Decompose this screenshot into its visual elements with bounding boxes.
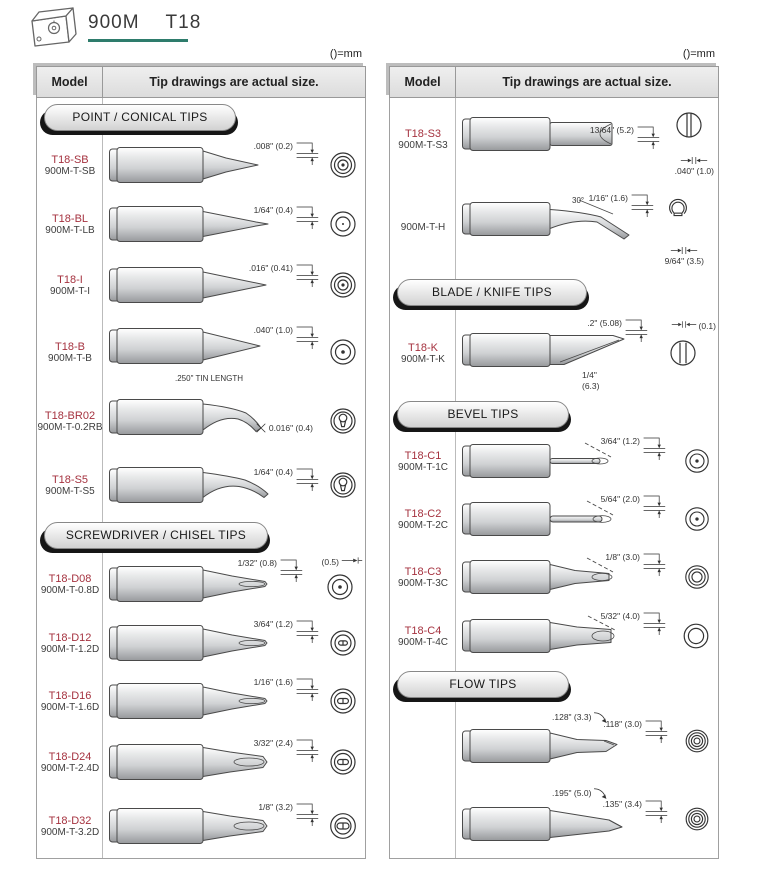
model-code: 900M-T-I xyxy=(49,285,90,297)
dimension-text: 1/8" (3.2) xyxy=(258,802,293,812)
model-name: T18-D24 xyxy=(48,750,92,763)
model-code: 900M-T-2C xyxy=(397,519,448,531)
left-table-body xyxy=(36,98,366,859)
arrow-icon xyxy=(341,556,363,565)
model-code: 900M-T-B xyxy=(48,352,92,364)
tip-drawing xyxy=(108,202,278,246)
cross-mark-icon xyxy=(255,422,267,434)
dimension xyxy=(601,493,666,519)
dimension-text: .135" (3.4) xyxy=(602,799,642,809)
model-code: 900M-T-3C xyxy=(397,577,448,589)
dimension-text: 9/64" (3.5) xyxy=(664,256,704,266)
model-code: 900M-T-S3 xyxy=(398,139,448,151)
dimension-arrows-icon xyxy=(642,610,666,636)
model-name: T18-D16 xyxy=(48,689,92,702)
dimension xyxy=(254,676,319,702)
table-row xyxy=(390,432,718,490)
dimension-secondary xyxy=(322,556,363,567)
section-point-conical xyxy=(37,98,365,136)
model-name: T18-D12 xyxy=(48,631,92,644)
dimension-text: 1/4" xyxy=(582,370,597,380)
angle-label: 30° xyxy=(572,196,585,205)
section-pill: POINT / CONICAL TIPS xyxy=(44,104,236,131)
dimension xyxy=(254,737,319,763)
dimension xyxy=(601,610,666,636)
soldering-station-icon xyxy=(26,6,82,50)
dimension-arrows-icon xyxy=(295,466,319,492)
model-name: T18-B xyxy=(55,340,85,353)
dimension-text: 1/32" (0.8) xyxy=(237,558,277,568)
cross-section-icon xyxy=(328,209,358,239)
model-code: 900M-T-0.8D xyxy=(40,584,100,596)
cross-section-icon xyxy=(328,747,358,777)
dimension xyxy=(587,317,648,343)
dimension-text: 3/32" (2.4) xyxy=(253,738,293,748)
model-column-header: Model xyxy=(390,67,456,97)
dimension xyxy=(552,711,609,725)
model-name: T18-C4 xyxy=(404,624,442,637)
section-pill: SCREWDRIVER / CHISEL TIPS xyxy=(44,522,268,549)
dimension-arrows-icon xyxy=(630,192,654,218)
model-code: 900M-T-1.2D xyxy=(40,643,100,655)
dimension-arrows-icon xyxy=(295,324,319,350)
table-row xyxy=(390,780,718,858)
cross-section-icon xyxy=(328,628,358,658)
cross-section-icon xyxy=(328,686,358,716)
pinch-arrows-icon xyxy=(680,156,708,165)
dimension-text: 3/64" (1.2) xyxy=(600,436,640,446)
page-title xyxy=(88,12,201,42)
tip-drawing xyxy=(108,395,278,439)
dimension xyxy=(601,435,666,461)
dimension-secondary xyxy=(603,798,668,824)
model-name: T18-I xyxy=(57,273,83,286)
cross-section-icon xyxy=(328,811,358,841)
dimension-text: (0.1) xyxy=(698,321,716,331)
section-pill: BLADE / KNIFE TIPS xyxy=(397,279,587,306)
dimension-text: .2" (5.08) xyxy=(587,318,622,328)
dimension-text: 1/16" (1.6) xyxy=(588,193,628,203)
cross-section-icon xyxy=(328,470,358,500)
cross-section-icon xyxy=(668,338,698,368)
cross-section-icon xyxy=(328,150,358,180)
model-code: 900M-T-1C xyxy=(397,461,448,473)
table-row xyxy=(390,490,718,548)
cross-section-icon xyxy=(328,270,358,300)
section-blade-knife xyxy=(390,274,718,310)
model-code: 900M-T-2.4D xyxy=(40,762,100,774)
dimension-text: .118" (3.0) xyxy=(603,719,642,729)
dimension-text: 5/32" (4.0) xyxy=(600,611,640,621)
dimension-text: 1/64" (0.4) xyxy=(253,467,293,477)
dimension xyxy=(552,787,609,801)
dimension-arrows-icon xyxy=(295,262,319,288)
dimension xyxy=(258,801,319,827)
dimension-arrows-icon xyxy=(295,204,319,230)
dimension-text: 3/64" (1.2) xyxy=(253,619,293,629)
table-row xyxy=(37,388,365,454)
model-name: T18-BL xyxy=(51,212,89,225)
dimension-text: 1/16" (1.6) xyxy=(253,677,293,687)
table-row xyxy=(390,180,718,274)
dimension xyxy=(254,466,319,492)
table-row xyxy=(37,136,365,194)
drawings-column-header: Tip drawings are actual size. xyxy=(149,75,319,89)
model-name: T18-C3 xyxy=(404,565,442,578)
dimension-text: 5/64" (2.0) xyxy=(600,494,640,504)
dimension-arrows-icon xyxy=(295,140,319,166)
model-code: 900M-T-SB xyxy=(44,165,96,177)
model-name: T18-SB xyxy=(51,153,89,166)
tin-length-note: .250" TIN LENGTH xyxy=(175,374,244,383)
model-name: T18-BR02 xyxy=(44,409,96,422)
dimension-text: (6.3) xyxy=(582,381,600,391)
drawings-column-header: Tip drawings are actual size. xyxy=(502,75,672,89)
tip-drawing xyxy=(108,740,278,784)
dimension-text: 0.016" (0.4) xyxy=(268,423,313,433)
section-flow xyxy=(390,666,718,702)
table-row xyxy=(390,310,718,396)
cross-section-icon xyxy=(664,194,692,222)
pinch-arrows-icon xyxy=(670,246,698,255)
dimension xyxy=(254,618,319,644)
table-row xyxy=(37,254,365,316)
pinch-arrows-icon xyxy=(671,320,697,329)
dimension-arrows-icon xyxy=(295,801,319,827)
dimension-text: (0.5) xyxy=(321,557,339,567)
table-row xyxy=(37,672,365,730)
dimension-text: .195" (5.0) xyxy=(552,788,592,798)
left-table-header xyxy=(36,66,366,98)
cross-section-icon xyxy=(681,621,711,651)
dimension-arrows-icon xyxy=(642,551,666,577)
dimension xyxy=(254,204,319,230)
model-name: T18-C1 xyxy=(404,449,442,462)
dimension-secondary xyxy=(671,320,716,331)
dimension-secondary xyxy=(665,246,704,266)
dimension-arrows-icon xyxy=(279,557,303,583)
table-row xyxy=(37,194,365,254)
dimension-text: .016" (0.41) xyxy=(248,263,293,273)
model-name: T18-D08 xyxy=(48,572,92,585)
right-table-body xyxy=(389,98,719,859)
dimension xyxy=(605,551,666,577)
cross-section-icon xyxy=(683,447,711,475)
model-name: T18-S5 xyxy=(51,473,89,486)
table-row xyxy=(37,794,365,858)
dimension-text: .040" (1.0) xyxy=(253,325,293,335)
cross-section-icon xyxy=(674,110,704,140)
model-name: T18-C2 xyxy=(404,507,442,520)
model-code: 900M-T-1.6D xyxy=(40,701,100,713)
right-table-header xyxy=(389,66,719,98)
dimension xyxy=(249,262,319,288)
dimension-arrows-icon xyxy=(644,798,668,824)
table-row xyxy=(390,98,718,180)
dimension-text: 1/64" (0.4) xyxy=(253,205,293,215)
tip-drawing xyxy=(108,463,278,507)
units-note: ()=mm xyxy=(329,48,362,60)
model-code: 900M-T-LB xyxy=(45,224,95,236)
table-row xyxy=(37,454,365,516)
cross-section-icon xyxy=(328,337,358,367)
model-code: 900M-T-K xyxy=(401,353,445,365)
table-row xyxy=(37,614,365,672)
dimension-text: 1/8" (3.0) xyxy=(605,552,640,562)
tip-drawing xyxy=(108,804,278,848)
section-pill: BEVEL TIPS xyxy=(397,401,569,428)
dimension xyxy=(590,124,660,150)
dimension-arrows-icon xyxy=(636,124,660,150)
left-table xyxy=(36,48,366,859)
page-header xyxy=(26,6,82,50)
dimension xyxy=(238,557,303,583)
tip-drawing xyxy=(108,679,278,723)
tip-series-title: T18 xyxy=(165,12,202,33)
model-column-header: Model xyxy=(37,67,103,97)
tip-drawing xyxy=(108,324,278,368)
dimension-arrows-icon xyxy=(295,618,319,644)
model-name: T18-D32 xyxy=(48,814,92,827)
table-row xyxy=(390,702,718,780)
model-code: 900M-T-0.2RB xyxy=(37,421,103,433)
model-code: 900M-T-S5 xyxy=(45,485,95,497)
model-code: 900M-T-3.2D xyxy=(40,826,100,838)
dimension xyxy=(589,192,654,218)
dimension-arrows-icon xyxy=(642,435,666,461)
cross-section-icon xyxy=(683,727,711,755)
table-row xyxy=(37,730,365,794)
section-bevel xyxy=(390,396,718,432)
model-code: 900M-T-4C xyxy=(397,636,448,648)
dimension-arrows-icon xyxy=(295,737,319,763)
dimension-arrows-icon xyxy=(642,493,666,519)
dimension-arrows-icon xyxy=(295,676,319,702)
dimension-secondary xyxy=(675,156,714,176)
dimension-text: .008" (0.2) xyxy=(253,141,293,151)
dimension-text: .040" (1.0) xyxy=(674,166,714,176)
right-table xyxy=(389,48,719,859)
dimension xyxy=(254,140,319,166)
title-underline xyxy=(88,39,188,42)
tip-drawing xyxy=(108,143,278,187)
section-pill: FLOW TIPS xyxy=(397,671,569,698)
dimension-text: .128" (3.3) xyxy=(552,712,592,722)
dimension-secondary xyxy=(603,718,668,744)
table-row xyxy=(37,554,365,614)
cross-section-icon xyxy=(683,505,711,533)
dimension-text: 13/64" (5.2) xyxy=(589,125,634,135)
table-row xyxy=(390,548,718,606)
model-name: T18-S3 xyxy=(404,127,442,140)
dimension xyxy=(254,324,319,350)
cross-section-icon xyxy=(328,406,358,436)
units-note: ()=mm xyxy=(682,48,715,60)
table-row xyxy=(37,316,365,388)
table-row xyxy=(390,606,718,666)
cross-section-icon xyxy=(683,563,711,591)
tip-drawing xyxy=(108,621,278,665)
dimension-arrows-icon xyxy=(644,718,668,744)
cross-section-icon xyxy=(325,572,355,602)
model-code: 900M-T-H xyxy=(400,221,446,233)
cross-section-icon xyxy=(683,805,711,833)
dimension-tertiary xyxy=(582,370,599,391)
model-name: T18-K xyxy=(408,341,438,354)
dimension xyxy=(255,422,313,434)
section-screwdriver-chisel xyxy=(37,516,365,554)
dimension-arrows-icon xyxy=(624,317,648,343)
series-title: 900M xyxy=(88,12,140,33)
